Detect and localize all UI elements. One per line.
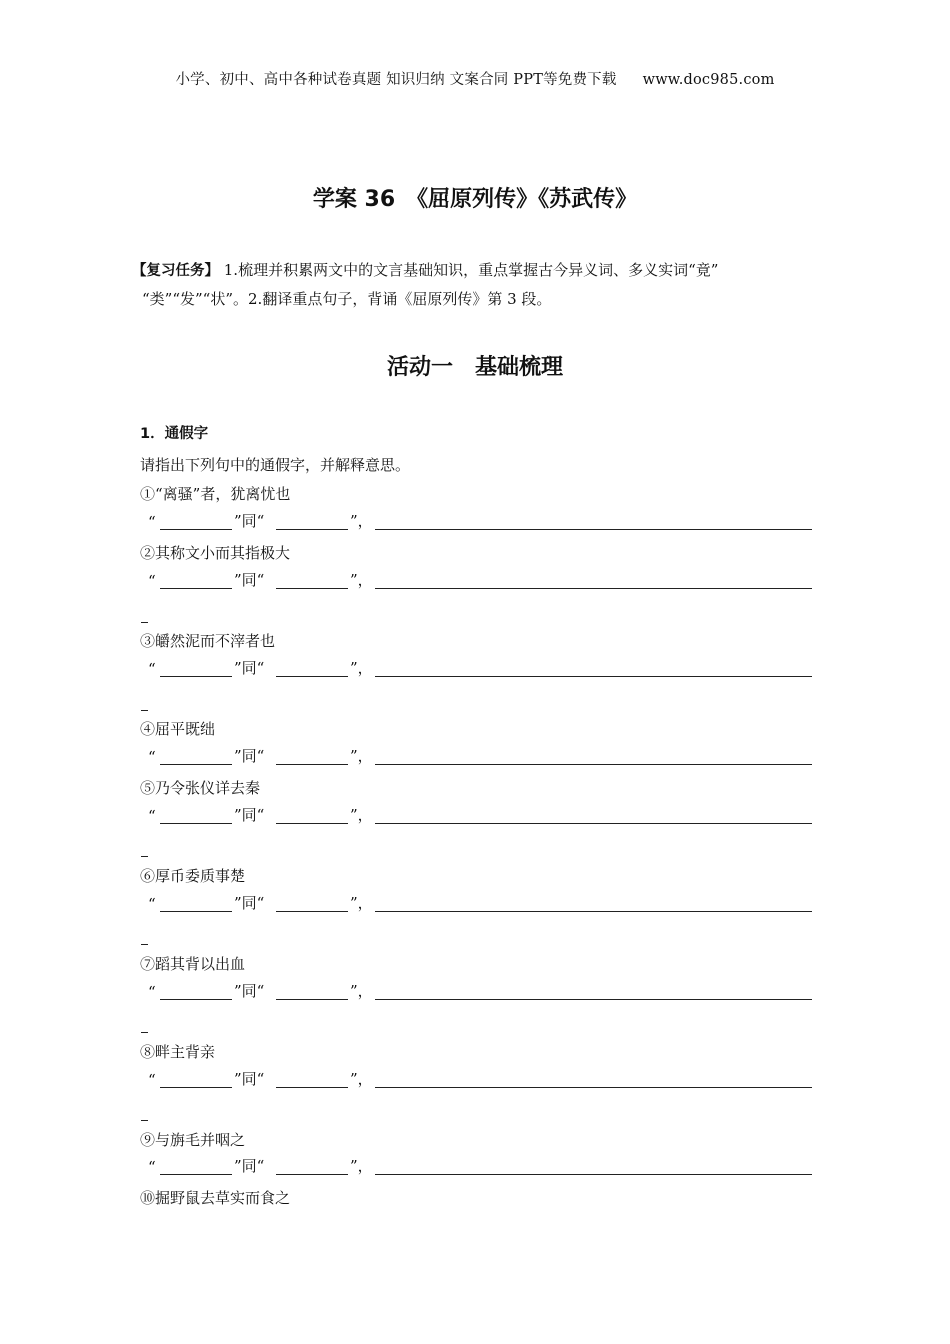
open-quote: “ (148, 513, 156, 531)
tong-label: ”同“ (234, 806, 265, 824)
blank-original-char[interactable] (160, 588, 232, 589)
blank-replacement-char[interactable] (276, 1174, 348, 1175)
open-quote: “ (148, 983, 156, 1001)
tong-label: ”同“ (234, 659, 265, 677)
open-quote: “ (148, 895, 156, 913)
blank-replacement-char[interactable] (276, 529, 348, 530)
blank-original-char[interactable] (160, 1087, 232, 1088)
blank-meaning[interactable] (375, 1174, 812, 1175)
blank-meaning[interactable] (375, 529, 812, 530)
close-quote-comma: ”， (350, 512, 373, 530)
open-quote: “ (148, 572, 156, 590)
review-task-text-1: 1.梳理并积累两文中的文言基础知识，重点掌握古今异义词、多义实词“竟” (219, 261, 719, 279)
close-quote-comma: ”， (350, 571, 373, 589)
blank-replacement-char[interactable] (276, 588, 348, 589)
close-quote-comma: ”， (350, 1070, 373, 1088)
document-title: 学案 36 《屈原列传》《苏武传》 (312, 187, 638, 212)
exercise-item-label: ①“离骚”者，犹离忧也 (140, 485, 291, 503)
blank-replacement-char[interactable] (276, 823, 348, 824)
blank-replacement-char[interactable] (276, 1087, 348, 1088)
tong-label: ”同“ (234, 571, 265, 589)
header-site-link[interactable]: www.doc985.com (642, 72, 775, 88)
open-quote: “ (148, 1071, 156, 1089)
open-quote: “ (148, 1158, 156, 1176)
overflow-dash (141, 622, 148, 623)
blank-meaning[interactable] (375, 999, 812, 1000)
answer-line (148, 1158, 812, 1178)
open-quote: “ (148, 748, 156, 766)
review-task-tag: 【复习任务】 (132, 263, 219, 279)
tong-label: ”同“ (234, 894, 265, 912)
exercise-item-label: ⑦蹈其背以出血 (140, 955, 246, 973)
header-text: 小学、初中、高中各种试卷真题 知识归纳 文案合同 PPT等免费下载 (175, 72, 617, 88)
close-quote-comma: ”， (350, 982, 373, 1000)
blank-original-char[interactable] (160, 911, 232, 912)
answer-line (148, 1071, 812, 1091)
overflow-dash (141, 1032, 148, 1033)
tong-label: ”同“ (234, 512, 265, 530)
exercise-item-label: ⑩掘野鼠去草实而食之 (140, 1189, 291, 1207)
answer-line (148, 748, 812, 768)
overflow-dash (141, 1120, 148, 1121)
review-task-line-1 (132, 256, 812, 285)
blank-meaning[interactable] (375, 588, 812, 589)
tong-label: ”同“ (234, 982, 265, 1000)
tong-label: ”同“ (234, 1070, 265, 1088)
answer-line (148, 983, 812, 1003)
overflow-dash (141, 710, 148, 711)
blank-original-char[interactable] (160, 529, 232, 530)
exercise-item-label: ③皭然泥而不滓者也 (140, 632, 276, 650)
blank-original-char[interactable] (160, 764, 232, 765)
overflow-dash (141, 856, 148, 857)
section-title: 1．通假字 (140, 426, 209, 442)
blank-original-char[interactable] (160, 1174, 232, 1175)
blank-original-char[interactable] (160, 676, 232, 677)
close-quote-comma: ”， (350, 659, 373, 677)
blank-meaning[interactable] (375, 676, 812, 677)
answer-line (148, 513, 812, 533)
review-task-line-2: “类”“发”“状”。2.翻译重点句子，背诵《屈原列传》第 3 段。 (142, 290, 552, 308)
blank-original-char[interactable] (160, 823, 232, 824)
open-quote: “ (148, 660, 156, 678)
blank-meaning[interactable] (375, 911, 812, 912)
blank-original-char[interactable] (160, 999, 232, 1000)
overflow-dash (141, 944, 148, 945)
open-quote: “ (148, 807, 156, 825)
blank-replacement-char[interactable] (276, 764, 348, 765)
page-header (0, 68, 950, 89)
exercise-item-label: ⑥厚币委质事楚 (140, 867, 246, 885)
exercise-item-label: ⑨与旃毛并咽之 (140, 1131, 246, 1149)
exercise-item-label: ⑤乃令张仪详去秦 (140, 779, 261, 797)
activity-title: 活动一 基础梳理 (386, 355, 563, 380)
tong-label: ”同“ (234, 747, 265, 765)
blank-replacement-char[interactable] (276, 911, 348, 912)
close-quote-comma: ”， (350, 806, 373, 824)
answer-line (148, 807, 812, 827)
close-quote-comma: ”， (350, 1157, 373, 1175)
section-instruction: 请指出下列句中的通假字，并解释意思。 (140, 456, 411, 474)
answer-line (148, 895, 812, 915)
answer-line (148, 660, 812, 680)
blank-meaning[interactable] (375, 1087, 812, 1088)
blank-meaning[interactable] (375, 764, 812, 765)
answer-line (148, 572, 812, 592)
exercise-item-label: ⑧畔主背亲 (140, 1043, 216, 1061)
blank-replacement-char[interactable] (276, 676, 348, 677)
exercise-item-label: ④屈平既绌 (140, 720, 216, 738)
review-task (132, 256, 812, 313)
blank-meaning[interactable] (375, 823, 812, 824)
close-quote-comma: ”， (350, 747, 373, 765)
exercise-item-label: ②其称文小而其指极大 (140, 544, 291, 562)
blank-replacement-char[interactable] (276, 999, 348, 1000)
close-quote-comma: ”， (350, 894, 373, 912)
tong-label: ”同“ (234, 1157, 265, 1175)
